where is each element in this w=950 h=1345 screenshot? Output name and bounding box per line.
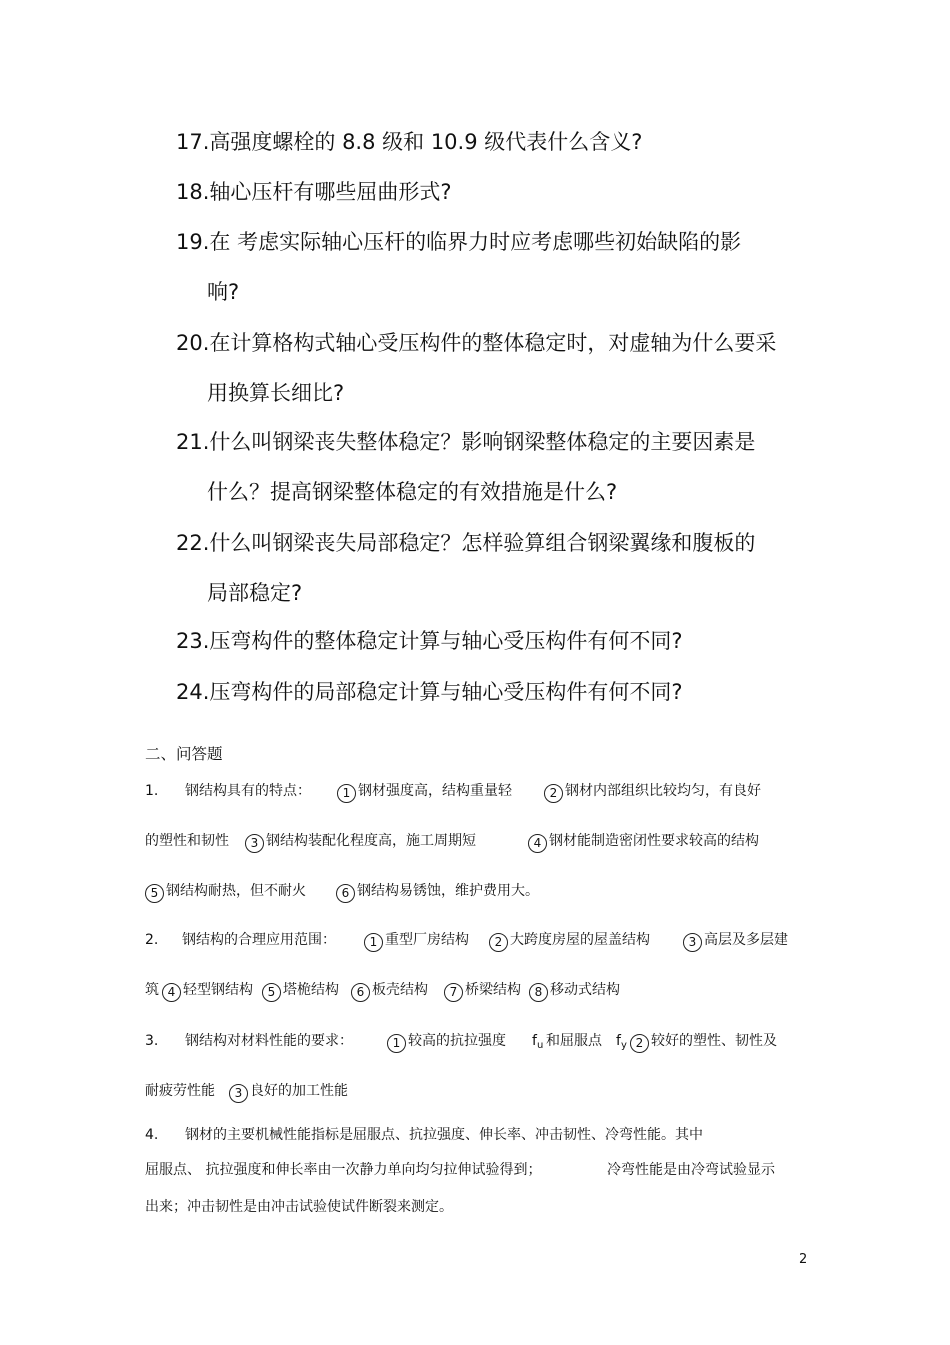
answer-item: 高层及多层建 <box>704 932 788 948</box>
question-24 <box>176 677 683 707</box>
answer-2-line-2 <box>145 979 620 1002</box>
answer-text: 屈服点、 抗拉强度和伸长率由一次静力单向均匀拉伸试验得到； <box>145 1162 542 1178</box>
answer-lead: 钢结构具有的特点： <box>185 783 311 799</box>
question-text: 20.在计算格构式轴心受压构件的整体稳定时，对虚轴为什么要采 <box>176 331 777 355</box>
question-text: 21.什么叫钢梁丧失整体稳定？影响钢梁整体稳定的主要因素是 <box>176 430 756 454</box>
question-text-continued: 局部稳定? <box>207 581 303 605</box>
answer-item: 移动式结构 <box>550 982 620 998</box>
circled-number-4: 4 <box>162 983 181 1002</box>
question-23 <box>176 626 683 656</box>
question-21 <box>176 427 755 507</box>
circled-number-6: 6 <box>351 983 370 1002</box>
circled-number-1: 1 <box>337 784 356 803</box>
circled-number-5: 5 <box>145 884 164 903</box>
circled-number-3: 3 <box>683 933 702 952</box>
question-text-continued: 什么？提高钢梁整体稳定的有效措施是什么? <box>207 480 618 504</box>
circled-number-6: 6 <box>336 884 355 903</box>
answer-item: 桥梁结构 <box>465 982 521 998</box>
circled-number-7: 7 <box>444 983 463 1002</box>
circled-number-5: 5 <box>262 983 281 1002</box>
answer-item: 良好的加工性能 <box>250 1083 348 1099</box>
answer-item: 较高的抗拉强度 <box>408 1033 506 1049</box>
answer-text: 冷弯性能是由冷弯试验显示 <box>607 1162 775 1178</box>
section-title: 二、问答题 <box>145 745 223 763</box>
answer-item: 较好的塑性、韧性及 <box>651 1033 777 1049</box>
answer-text: 钢材的主要机械性能指标是屈服点、抗拉强度、伸长率、冲击韧性、冷弯性能。其中 <box>185 1127 703 1143</box>
answer-text: 筑 <box>145 982 159 998</box>
answer-text: 和屈服点 <box>546 1033 602 1049</box>
answer-number: 4. <box>145 1127 159 1143</box>
circled-number-2: 2 <box>630 1034 649 1053</box>
answer-item: 大跨度房屋的屋盖结构 <box>510 932 650 948</box>
answer-item: 重型厂房结构 <box>385 932 469 948</box>
question-22 <box>176 528 755 608</box>
answer-item: 钢结构装配化程度高，施工周期短 <box>266 833 476 849</box>
page-number: 2 <box>799 1252 808 1267</box>
circled-number-3: 3 <box>229 1084 248 1103</box>
question-text-continued: 响? <box>207 280 240 304</box>
answer-item: 钢结构易锈蚀，维护费用大。 <box>357 883 539 899</box>
question-19 <box>176 227 741 307</box>
question-20 <box>176 328 776 408</box>
answer-1-line-2 <box>145 830 759 853</box>
answer-item: 板壳结构 <box>372 982 428 998</box>
symbol-fy: fy <box>616 1033 627 1051</box>
answer-2-line-1 <box>145 929 788 952</box>
answer-item: 钢材强度高，结构重量轻 <box>358 783 512 799</box>
answer-4-line-1 <box>145 1124 703 1146</box>
answer-text: 的塑性和韧性 <box>145 833 229 849</box>
circled-number-2: 2 <box>544 784 563 803</box>
circled-number-8: 8 <box>529 983 548 1002</box>
symbol-fu: fu <box>532 1033 544 1051</box>
answer-4-line-3 <box>145 1196 453 1218</box>
question-text: 19.在 考虑实际轴心压杆的临界力时应考虑哪些初始缺陷的影 <box>176 230 742 254</box>
answer-lead: 钢结构对材料性能的要求： <box>185 1033 353 1049</box>
circled-number-1: 1 <box>387 1034 406 1053</box>
question-text: 22.什么叫钢梁丧失局部稳定？怎样验算组合钢梁翼缘和腹板的 <box>176 531 756 555</box>
answer-text: 出来；冲击韧性是由冲击试验使试件断裂来测定。 <box>145 1199 453 1215</box>
answer-item: 钢材能制造密闭性要求较高的结构 <box>549 833 759 849</box>
answer-item: 轻型钢结构 <box>183 982 253 998</box>
circled-number-4: 4 <box>528 834 547 853</box>
answer-1-line-1 <box>145 780 761 803</box>
answer-item: 塔桅结构 <box>283 982 339 998</box>
question-text: 24.压弯构件的局部稳定计算与轴心受压构件有何不同? <box>176 680 683 704</box>
answer-number: 3. <box>145 1033 159 1049</box>
circled-number-3: 3 <box>245 834 264 853</box>
question-18 <box>176 177 452 207</box>
answer-4-line-2 <box>145 1159 775 1181</box>
answer-text: 耐疲劳性能 <box>145 1083 215 1099</box>
answer-number: 2. <box>145 932 159 948</box>
answer-3-line-1 <box>145 1030 777 1057</box>
answer-lead: 钢结构的合理应用范围： <box>182 932 336 948</box>
circled-number-2: 2 <box>489 933 508 952</box>
question-text-continued: 用换算长细比? <box>207 381 345 405</box>
answer-1-line-3 <box>145 880 539 903</box>
answer-3-line-2 <box>145 1080 348 1103</box>
question-text: 17.高强度螺栓的 8.8 级和 10.9 级代表什么含义? <box>176 130 643 154</box>
question-17 <box>176 127 642 157</box>
answer-number: 1. <box>145 783 159 799</box>
circled-number-1: 1 <box>364 933 383 952</box>
question-text: 18.轴心压杆有哪些屈曲形式? <box>176 180 452 204</box>
answer-item: 钢结构耐热，但不耐火 <box>166 883 306 899</box>
question-text: 23.压弯构件的整体稳定计算与轴心受压构件有何不同? <box>176 629 683 653</box>
answer-item: 钢材内部组织比较均匀，有良好 <box>565 783 761 799</box>
